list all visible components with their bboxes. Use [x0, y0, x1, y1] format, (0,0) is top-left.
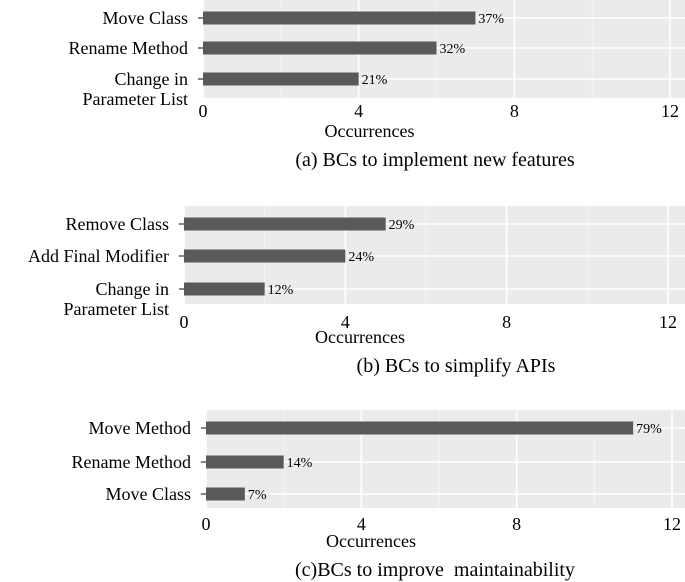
panel-caption: (c)BCs to improve maintainability — [295, 559, 575, 581]
bar — [203, 73, 359, 86]
panel-caption: (b) BCs to simplify APIs — [356, 355, 556, 377]
x-tick-label: 12 — [659, 312, 677, 332]
x-axis-label: Occurrences — [326, 531, 416, 551]
chart-panel-2 — [28, 206, 685, 377]
data-label: 7% — [247, 488, 267, 503]
data-label: 79% — [636, 422, 662, 437]
x-tick-label: 8 — [502, 312, 512, 332]
bar — [184, 283, 265, 296]
x-tick-label: 12 — [661, 101, 679, 121]
x-tick-label: 8 — [509, 101, 519, 121]
data-label: 12% — [267, 283, 294, 298]
data-label: 32% — [439, 42, 466, 57]
x-tick-label: 0 — [198, 101, 208, 121]
x-tick-label: 4 — [340, 312, 350, 332]
x-tick-label: 12 — [663, 514, 681, 534]
x-tick-label: 4 — [354, 101, 364, 121]
x-tick-label: 8 — [512, 514, 522, 534]
category-label: Rename Method — [71, 452, 191, 472]
panel-caption: (a) BCs to implement new features — [295, 149, 575, 171]
category-label: Change in Parameter List — [63, 279, 169, 319]
x-tick-label: 0 — [201, 514, 211, 534]
category-label: Move Method — [88, 418, 191, 438]
category-label: Rename Method — [68, 38, 188, 58]
data-label: 37% — [478, 12, 505, 27]
bar — [184, 218, 386, 231]
bar — [203, 12, 475, 25]
x-axis-label: Occurrences — [324, 121, 415, 141]
x-tick-label: 4 — [356, 514, 366, 534]
data-label: 21% — [361, 73, 388, 88]
category-label: Remove Class — [65, 214, 169, 234]
data-label: 14% — [286, 456, 313, 471]
bar — [184, 250, 345, 263]
data-label: 29% — [388, 218, 415, 233]
bar — [206, 456, 284, 469]
category-label: Add Final Modifier — [28, 246, 169, 266]
bar — [203, 42, 437, 55]
bar — [206, 422, 633, 435]
x-axis-label: Occurrences — [315, 327, 405, 347]
category-label: Move Class — [102, 8, 188, 28]
chart-panel-3 — [72, 410, 685, 581]
chart-panel-1 — [69, 0, 685, 171]
category-label: Change in Parameter List — [82, 69, 188, 109]
category-label: Move Class — [105, 484, 191, 504]
data-label: 24% — [348, 250, 375, 265]
bar — [206, 488, 245, 501]
x-tick-label: 0 — [179, 312, 189, 332]
